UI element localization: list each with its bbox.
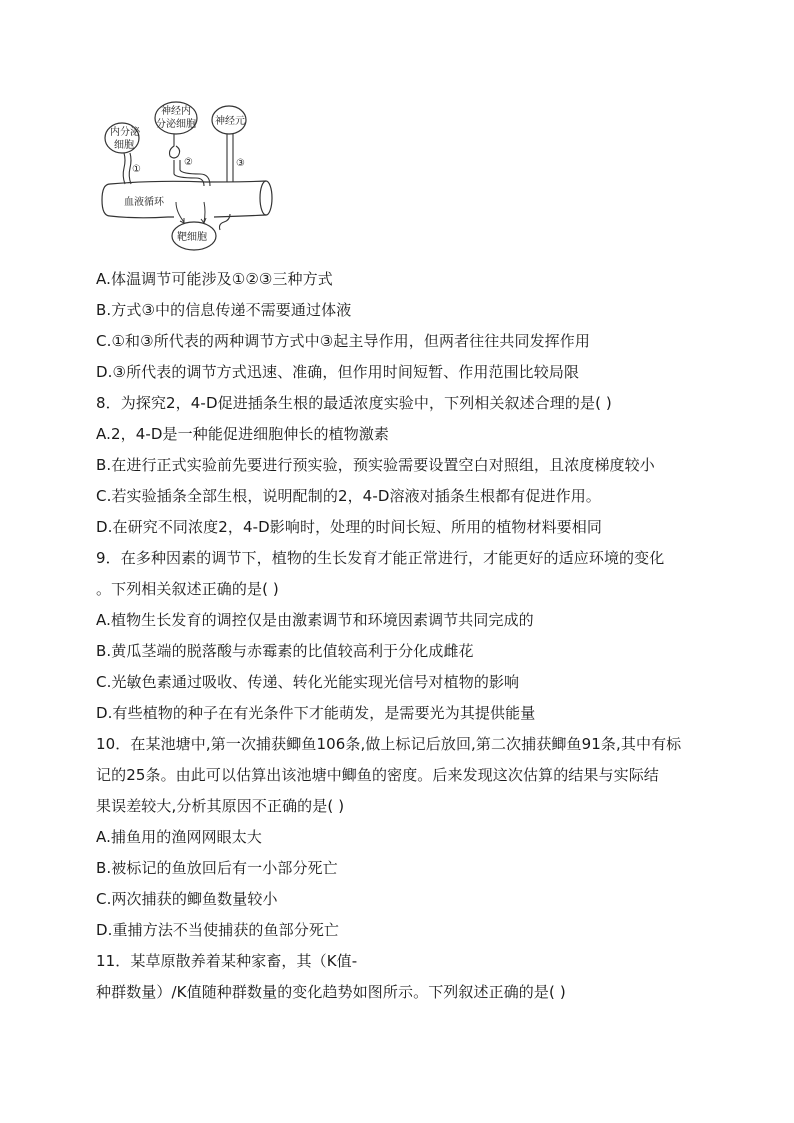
option-a-10: A.捕鱼用的渔网网眼太大 xyxy=(96,828,262,846)
option-d-8: D.在研究不同浓度2，4-D影响时，处理的时间长短、所用的植物材料要相同 xyxy=(96,518,602,536)
neuroendocrine-cell xyxy=(155,102,210,186)
question-9-cont: 。下列相关叙述正确的是( ) xyxy=(96,580,279,598)
option-b-9: B.黄瓜茎端的脱落酸与赤霉素的比值较高利于分化成雌花 xyxy=(96,642,474,660)
question-11-cont: 种群数量）/K值随种群数量的变化趋势如图所示。下列叙述正确的是( ) xyxy=(96,983,566,1001)
neuron-label: 神经元 xyxy=(215,116,245,127)
question-10-cont-1: 记的25条。由此可以估算出该池塘中鲫鱼的密度。后来发现这次估算的结果与实际结 xyxy=(96,766,659,784)
option-a-9: A.植物生长发育的调控仅是由激素调节和环境因素调节共同完成的 xyxy=(96,611,534,629)
target-cell-label: 靶细胞 xyxy=(177,232,207,243)
question-11: 11．某草原散养着某种家畜，其（K值- xyxy=(96,952,358,970)
option-c-10: C.两次捕获的鲫鱼数量较小 xyxy=(96,890,278,908)
path-3-label: ③ xyxy=(236,158,245,169)
option-b-8: B.在进行正式实验前先要进行预实验，预实验需要设置空白对照组，且浓度梯度较小 xyxy=(96,456,655,474)
option-c-7: C.①和③所代表的两种调节方式中③起主导作用，但两者往往共同发挥作用 xyxy=(96,332,590,350)
neuroendocrine-cell-label-1: 神经内 xyxy=(161,106,191,117)
endocrine-cell-label-1: 内分泌 xyxy=(110,127,140,138)
question-8: 8．为探究2，4-D促进插条生根的最适浓度实验中，下列相关叙述合理的是( ) xyxy=(96,394,612,412)
question-10-cont-2: 果误差较大,分析其原因不正确的是( ) xyxy=(96,797,345,815)
blood-circulation-label: 血液循环 xyxy=(124,197,164,208)
option-b-7: B.方式③中的信息传递不需要通过体液 xyxy=(96,301,352,319)
question-9: 9．在多种因素的调节下，植物的生长发育才能正常进行，才能更好的适应环境的变化 xyxy=(96,549,665,567)
endocrine-cell-label-2: 细胞 xyxy=(114,140,134,151)
target-cell xyxy=(172,202,216,250)
path-2-label: ② xyxy=(184,157,193,168)
option-b-10: B.被标记的鱼放回后有一小部分死亡 xyxy=(96,859,338,877)
option-c-9: C.光敏色素通过吸收、传递、转化光能实现光信号对植物的影响 xyxy=(96,673,520,691)
regulation-diagram xyxy=(96,98,276,254)
option-d-9: D.有些植物的种子在有光条件下才能萌发，是需要光为其提供能量 xyxy=(96,704,536,722)
option-c-8: C.若实验插条全部生根，说明配制的2，4-D溶液对插条生根都有促进作用。 xyxy=(96,487,601,505)
path-1-label: ① xyxy=(132,164,141,175)
option-a-8: A.2，4-D是一种能促进细胞伸长的植物激素 xyxy=(96,425,390,443)
option-a-7: A.体温调节可能涉及①②③三种方式 xyxy=(96,270,333,288)
option-d-10: D.重捕方法不当使捕获的鱼部分死亡 xyxy=(96,921,340,939)
option-d-7: D.③所代表的调节方式迅速、准确，但作用时间短暂、作用范围比较局限 xyxy=(96,363,580,381)
question-10: 10．在某池塘中,第一次捕获鲫鱼106条,做上标记后放回,第二次捕获鲫鱼91条,其中有标 xyxy=(96,735,682,753)
neuroendocrine-cell-label-2: 分泌细胞 xyxy=(156,119,196,130)
